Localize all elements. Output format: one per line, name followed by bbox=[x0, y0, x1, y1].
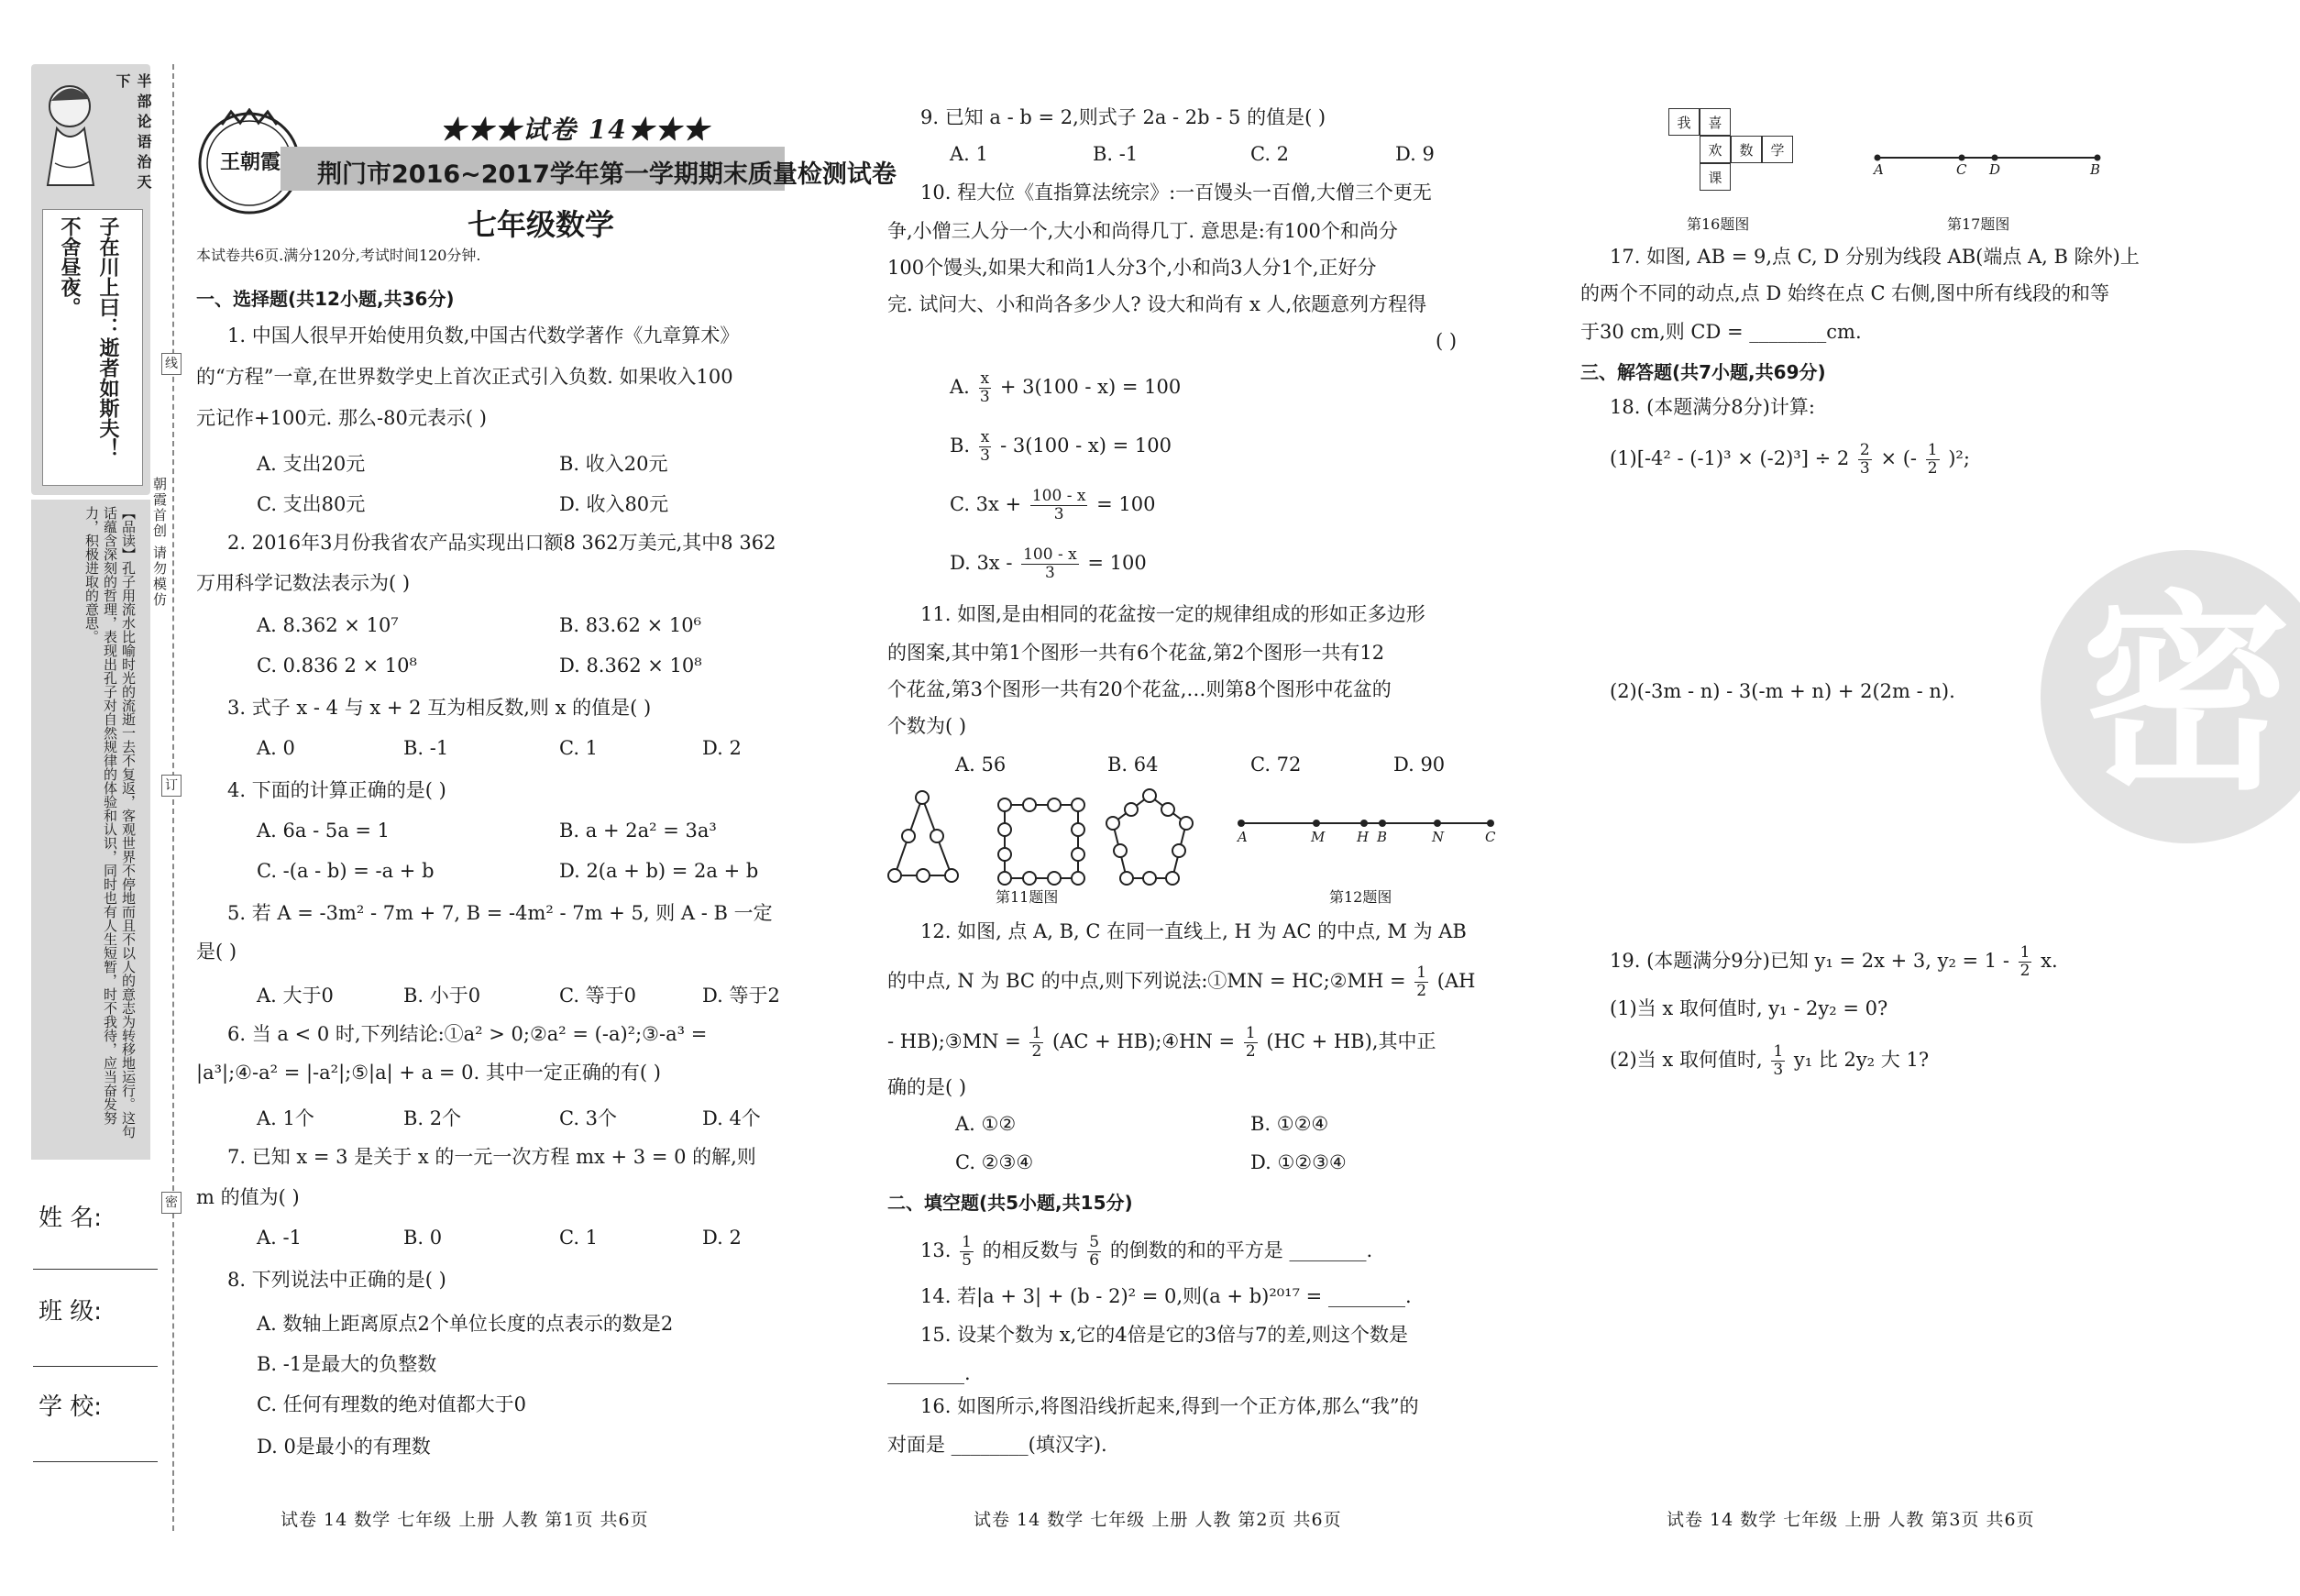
q3-option-d[interactable]: D. 2 bbox=[702, 737, 742, 759]
q12-line2-post: (AH bbox=[1436, 970, 1476, 992]
binding-mark-1: 线 bbox=[161, 353, 182, 375]
q10-a-pre: A. bbox=[950, 376, 970, 398]
q11-option-d[interactable]: D. 90 bbox=[1393, 754, 1446, 776]
q12-option-d[interactable]: D. ①②③④ bbox=[1250, 1151, 1347, 1173]
q11-line4: 个数为( ) bbox=[887, 715, 967, 737]
q12-line3-post: (HC + HB),其中正 bbox=[1266, 1030, 1436, 1052]
q15-line1: 15. 设某个数为 x,它的4倍是它的3倍与7的差,则这个数是 bbox=[920, 1324, 1409, 1346]
q2-line2: 万用科学记数法表示为( ) bbox=[196, 572, 411, 594]
q1-line2: 的“方程”一章,在世界数学史上首次正式引入负数. 如果收入100 bbox=[196, 366, 733, 388]
watermark-stamp-char: 密 bbox=[2081, 574, 2293, 819]
q6-option-b[interactable]: B. 2个 bbox=[403, 1107, 462, 1129]
sidebar-quote-2: 不舍昼夜。 bbox=[58, 216, 81, 317]
net-cell-huan: 欢 bbox=[1700, 136, 1731, 163]
q19-part2-pre: (2)当 x 取何值时, bbox=[1610, 1049, 1763, 1071]
q5-line1: 5. 若 A = -3m² - 7m + 7, B = -4m² - 7m + 5, 则 A - B 一定 bbox=[227, 902, 773, 924]
q8-option-a[interactable]: A. 数轴上距离原点2个单位长度的点表示的数是2 bbox=[257, 1313, 674, 1335]
fig17-label-b: B bbox=[2090, 161, 2101, 178]
q18-part1-pre: (1)[-4² - (-1)³ × (-2)³] ÷ 2 bbox=[1610, 447, 1850, 469]
fig17-label-a: A bbox=[1874, 161, 1884, 178]
fraction: $\frac{5}{6}$ bbox=[1089, 1233, 1100, 1270]
q19-post: x. bbox=[2041, 950, 2058, 972]
q8-option-c[interactable]: C. 任何有理数的绝对值都大于0 bbox=[257, 1393, 527, 1415]
class-field[interactable] bbox=[33, 1366, 158, 1367]
fig12-label-h: H bbox=[1357, 829, 1370, 845]
fraction: $\frac{1}{2}$ bbox=[2019, 943, 2030, 980]
binding-mark-2: 订 bbox=[161, 775, 182, 797]
figure-16-caption: 第16题图 bbox=[1687, 215, 1750, 233]
fig12-label-m: M bbox=[1311, 829, 1326, 845]
q10-option-a[interactable] bbox=[950, 370, 1181, 406]
fraction: $\frac{1}{2}$ bbox=[1031, 1024, 1042, 1061]
logo-text: 王朝霞 bbox=[219, 150, 281, 174]
net-cell-shu: 数 bbox=[1731, 136, 1762, 163]
q5-option-b[interactable]: B. 小于0 bbox=[403, 985, 481, 1007]
q12-line2-pre: 的中点, N 为 BC 的中点,则下列说法:①MN = HC;②MH = bbox=[887, 970, 1406, 992]
q5-option-d[interactable]: D. 等于2 bbox=[702, 985, 780, 1007]
q18-part1-mid: × (- bbox=[1880, 447, 1917, 469]
q8-line1: 8. 下列说法中正确的是( ) bbox=[227, 1269, 446, 1291]
q19-part1: (1)当 x 取何值时, y₁ - 2y₂ = 0? bbox=[1610, 997, 1888, 1019]
q7-line1: 7. 已知 x = 3 是关于 x 的一元一次方程 mx + 3 = 0 的解,则 bbox=[227, 1146, 756, 1168]
q11-option-b[interactable]: B. 64 bbox=[1107, 754, 1159, 776]
q12-option-c[interactable]: C. ②③④ bbox=[955, 1151, 1034, 1173]
q5-option-a[interactable]: A. 大于0 bbox=[257, 985, 334, 1007]
q9-option-c[interactable]: C. 2 bbox=[1250, 143, 1290, 165]
fig12-label-c: C bbox=[1485, 829, 1496, 845]
fraction: $\frac{2}{3}$ bbox=[1859, 441, 1870, 478]
q2-option-d[interactable]: D. 8.362 × 10⁸ bbox=[559, 655, 702, 677]
name-field[interactable] bbox=[33, 1269, 158, 1270]
q12-line2 bbox=[887, 964, 1475, 1000]
q10-d-pre: D. 3x - bbox=[950, 552, 1013, 574]
q18-part1 bbox=[1610, 442, 1970, 478]
q8-option-b[interactable]: B. -1是最大的负整数 bbox=[257, 1353, 437, 1375]
q10-b-pre: B. bbox=[950, 435, 971, 457]
q2-option-c[interactable]: C. 0.836 2 × 10⁸ bbox=[257, 655, 417, 677]
binding-mark-3: 密 bbox=[161, 1192, 182, 1214]
q10-line1: 10. 程大位《直指算法统宗》:一百馒头一百僧,大僧三个更无 bbox=[920, 182, 1432, 204]
q3-line1: 3. 式子 x - 4 与 x + 2 互为相反数,则 x 的值是( ) bbox=[227, 697, 652, 719]
q17-line2: 的两个不同的动点,点 D 始终在点 C 右侧,图中所有线段的和等 bbox=[1580, 282, 2109, 304]
q9-line1: 9. 已知 a - b = 2,则式子 2a - 2b - 5 的值是( ) bbox=[920, 106, 1326, 128]
q12-option-b[interactable]: B. ①②④ bbox=[1250, 1113, 1329, 1135]
q1-option-b[interactable]: B. 收入20元 bbox=[559, 453, 668, 475]
q10-line2: 争,小僧三人分一个,大小和尚得几丁. 意思是:有100个和尚分 bbox=[887, 220, 1398, 242]
exam-title: 荆门市2016~2017学年第一学期期末质量检测试卷 bbox=[317, 160, 897, 189]
q12-line3-mid: (AC + HB);④HN = bbox=[1051, 1030, 1236, 1052]
fraction: $\frac{100 - x}{3}$ bbox=[1023, 545, 1077, 582]
q10-answer-blank[interactable]: ( ) bbox=[1436, 330, 1458, 352]
q11-line3: 个花盆,第3个图形一共有20个花盆,…则第8个图形中花盆的 bbox=[887, 678, 1392, 700]
q5-line2: 是( ) bbox=[196, 941, 237, 963]
q6-line1: 6. 当 a < 0 时,下列结论:①a² > 0;②a² = (-a)²;③-a³ = bbox=[227, 1023, 708, 1045]
fig12-label-b: B bbox=[1377, 829, 1388, 845]
q3-option-b[interactable]: B. -1 bbox=[403, 737, 449, 759]
sidebar-pindu: 【品读】孔子用流水比喻时光的流逝一去不复返，客观世界不停地而且不以人的意志为转移地运行。这句话蕴含深刻的哲理，表现出孔子对自然规律的体验和认识，同时也有人生短暂，时不我待，应当奋发努力，积极进取的意思。 bbox=[83, 506, 137, 1139]
net-cell-xue: 学 bbox=[1762, 136, 1793, 163]
q6-option-c[interactable]: C. 3个 bbox=[559, 1107, 618, 1129]
q10-option-d[interactable] bbox=[950, 546, 1147, 582]
q16-line2: 对面是 ________(填汉字). bbox=[887, 1434, 1107, 1456]
figure-11-caption: 第11题图 bbox=[996, 888, 1059, 906]
q3-option-c[interactable]: C. 1 bbox=[559, 737, 599, 759]
q7-option-b[interactable]: B. 0 bbox=[403, 1227, 443, 1249]
net-cell-ke: 课 bbox=[1700, 163, 1731, 191]
q2-option-b[interactable]: B. 83.62 × 10⁶ bbox=[559, 614, 701, 636]
q6-option-a[interactable]: A. 1个 bbox=[257, 1107, 314, 1129]
q12-line3 bbox=[887, 1025, 1436, 1061]
q7-option-a[interactable]: A. -1 bbox=[257, 1227, 302, 1249]
q4-line1: 4. 下面的计算正确的是( ) bbox=[227, 779, 446, 801]
q10-b-post: - 3(100 - x) = 100 bbox=[1000, 435, 1172, 457]
q10-line3: 100个馒头,如果大和尚1人分3个,小和尚3人分1个,正好分 bbox=[887, 257, 1377, 279]
sidebar-motto-small: 半部论语治天下 bbox=[114, 73, 152, 194]
fraction: $\frac{1}{2}$ bbox=[1927, 441, 1938, 478]
q17-line3: 于30 cm,则 CD = ________cm. bbox=[1580, 321, 1862, 343]
q6-line2: |a³|;④-a² = |-a²|;⑤|a| + a = 0. 其中一定正确的有( ) bbox=[196, 1062, 661, 1084]
q12-option-a[interactable]: A. ①② bbox=[955, 1113, 1017, 1135]
q12-line4: 确的是( ) bbox=[887, 1076, 967, 1098]
section-fill: 二、填空题(共5小题,共15分) bbox=[887, 1192, 1133, 1214]
sidebar-quote: 子在川上曰：逝者如斯夫！ bbox=[96, 216, 119, 458]
brand-note: 朝霞首创 请勿模仿 bbox=[151, 477, 168, 608]
q7-line2: m 的值为( ) bbox=[196, 1186, 300, 1208]
q18-title: 18. (本题满分8分)计算: bbox=[1610, 396, 1815, 418]
q1-line1: 1. 中国人很早开始使用负数,中国古代数学著作《九章算术》 bbox=[227, 325, 740, 347]
q9-option-b[interactable]: B. -1 bbox=[1093, 143, 1139, 165]
page1-footer: 试卷 14 数学 七年级 上册 人教 第1页 共6页 bbox=[281, 1510, 649, 1530]
q10-a-post: + 3(100 - x) = 100 bbox=[999, 376, 1182, 398]
q13-line bbox=[920, 1234, 1372, 1270]
q4-option-c[interactable]: C. -(a - b) = -a + b bbox=[257, 860, 435, 882]
q1-line3: 元记作+100元. 那么-80元表示( ) bbox=[196, 407, 487, 429]
page3-footer: 试卷 14 数学 七年级 上册 人教 第3页 共6页 bbox=[1667, 1510, 2035, 1530]
q10-c-pre: C. 3x + bbox=[950, 493, 1022, 515]
q9-option-a[interactable]: A. 1 bbox=[950, 143, 988, 165]
binding-line bbox=[172, 64, 174, 1531]
q16-line1: 16. 如图所示,将图沿线折起来,得到一个正方体,那么“我”的 bbox=[920, 1395, 1419, 1417]
section-choice: 一、选择题(共12小题,共36分) bbox=[196, 288, 455, 310]
school-label: 学 校: bbox=[39, 1393, 103, 1421]
subject-title: 七年级数学 bbox=[468, 207, 615, 242]
q13-post: 的倒数的和的平方是 ________. bbox=[1109, 1239, 1373, 1261]
q14-line: 14. 若|a + 3| + (b - 2)² = 0,则(a + b)²⁰¹⁷ = ________. bbox=[920, 1285, 1412, 1307]
paper-number: ★★★试卷 14★★★ bbox=[440, 115, 710, 145]
q12-line3-pre: - HB);③MN = bbox=[887, 1030, 1021, 1052]
net-cell-xi: 喜 bbox=[1700, 108, 1731, 136]
q19-answer-area[interactable] bbox=[1580, 1091, 2222, 1476]
q1-option-c[interactable]: C. 支出80元 bbox=[257, 493, 366, 515]
q11-line1: 11. 如图,是由相同的花盆按一定的规律组成的形如正多边形 bbox=[920, 603, 1425, 625]
school-field[interactable] bbox=[33, 1461, 158, 1462]
fraction: $\frac{1}{2}$ bbox=[1416, 963, 1427, 1000]
fraction: $\frac{1}{3}$ bbox=[1773, 1042, 1784, 1079]
q2-line1: 2. 2016年3月份我省农产品实现出口额8 362万美元,其中8 362 bbox=[227, 532, 776, 554]
figure-11-flowerpots bbox=[886, 788, 1197, 887]
fraction: $\frac{100 - x}{3}$ bbox=[1031, 487, 1086, 523]
q10-line4: 完. 试问大、小和尚各多少人? 设大和尚有 x 人,依题意列方程得 bbox=[887, 293, 1427, 315]
q12-line1: 12. 如图, 点 A, B, C 在同一直线上, H 为 AC 的中点, M 为 AB bbox=[920, 920, 1467, 942]
q11-option-c[interactable]: C. 72 bbox=[1250, 754, 1302, 776]
q4-option-b[interactable]: B. a + 2a² = 3a³ bbox=[559, 820, 717, 842]
q10-option-b[interactable] bbox=[950, 429, 1172, 465]
net-cell-wo: 我 bbox=[1668, 108, 1700, 136]
q10-d-post: = 100 bbox=[1087, 552, 1147, 574]
fig12-label-n: N bbox=[1432, 829, 1445, 845]
q18-part1-post: )²; bbox=[1948, 447, 1970, 469]
exam-notice: 本试卷共6页.满分120分,考试时间120分钟. bbox=[196, 247, 481, 264]
q7-option-d[interactable]: D. 2 bbox=[702, 1227, 742, 1249]
q11-option-a[interactable]: A. 56 bbox=[955, 754, 1007, 776]
q17-line1: 17. 如图, AB = 9,点 C, D 分别为线段 AB(端点 A, B 除外)上 bbox=[1610, 246, 2140, 268]
q9-option-d[interactable]: D. 9 bbox=[1395, 143, 1435, 165]
q19-part2 bbox=[1610, 1043, 1929, 1079]
fraction: $\frac{1}{2}$ bbox=[1245, 1024, 1256, 1061]
fig17-label-d: D bbox=[1989, 161, 2001, 178]
q11-line2: 的图案,其中第1个图形一共有6个花盆,第2个图形一共有12 bbox=[887, 642, 1385, 664]
q19-pre: 19. (本题满分9分)已知 y₁ = 2x + 3, y₂ = 1 - bbox=[1610, 950, 2009, 972]
fraction: $\frac{x}{3}$ bbox=[979, 369, 990, 406]
q6-option-d[interactable]: D. 4个 bbox=[702, 1107, 761, 1129]
q10-option-c[interactable] bbox=[950, 488, 1155, 523]
q4-option-d[interactable]: D. 2(a + b) = 2a + b bbox=[559, 860, 759, 882]
fraction: $\frac{x}{3}$ bbox=[980, 428, 990, 465]
q7-option-c[interactable]: C. 1 bbox=[559, 1227, 599, 1249]
q1-option-a[interactable]: A. 支出20元 bbox=[257, 453, 366, 475]
page2-footer: 试卷 14 数学 七年级 上册 人教 第2页 共6页 bbox=[974, 1510, 1342, 1530]
q2-option-a[interactable]: A. 8.362 × 10⁷ bbox=[257, 614, 399, 636]
q19-title bbox=[1610, 944, 2058, 980]
q15-line2[interactable]: ________. bbox=[887, 1362, 971, 1384]
q4-option-a[interactable]: A. 6a - 5a = 1 bbox=[257, 820, 391, 842]
class-label: 班 级: bbox=[39, 1298, 103, 1326]
q19-part2-post: y₁ 比 2y₂ 大 1? bbox=[1793, 1049, 1930, 1071]
q5-option-c[interactable]: C. 等于0 bbox=[559, 985, 637, 1007]
q18-part2: (2)(-3m - n) - 3(-m + n) + 2(2m - n). bbox=[1610, 680, 1955, 702]
fig12-label-a: A bbox=[1238, 829, 1248, 845]
section-answer: 三、解答题(共7小题,共69分) bbox=[1580, 361, 1826, 383]
fraction: $\frac{1}{5}$ bbox=[962, 1233, 972, 1270]
q13-pre: 13. bbox=[920, 1239, 952, 1261]
q1-option-d[interactable]: D. 收入80元 bbox=[559, 493, 669, 515]
sidebar-portrait bbox=[37, 72, 108, 200]
figure-12-caption: 第12题图 bbox=[1329, 888, 1392, 906]
q8-option-d[interactable]: D. 0是最小的有理数 bbox=[257, 1436, 431, 1458]
figure-17-caption: 第17题图 bbox=[1947, 215, 2010, 233]
q13-mid: 的相反数与 bbox=[982, 1239, 1079, 1261]
q10-c-post: = 100 bbox=[1096, 493, 1156, 515]
fig17-label-c: C bbox=[1956, 161, 1967, 178]
name-label: 姓 名: bbox=[39, 1205, 103, 1232]
q3-option-a[interactable]: A. 0 bbox=[257, 737, 295, 759]
